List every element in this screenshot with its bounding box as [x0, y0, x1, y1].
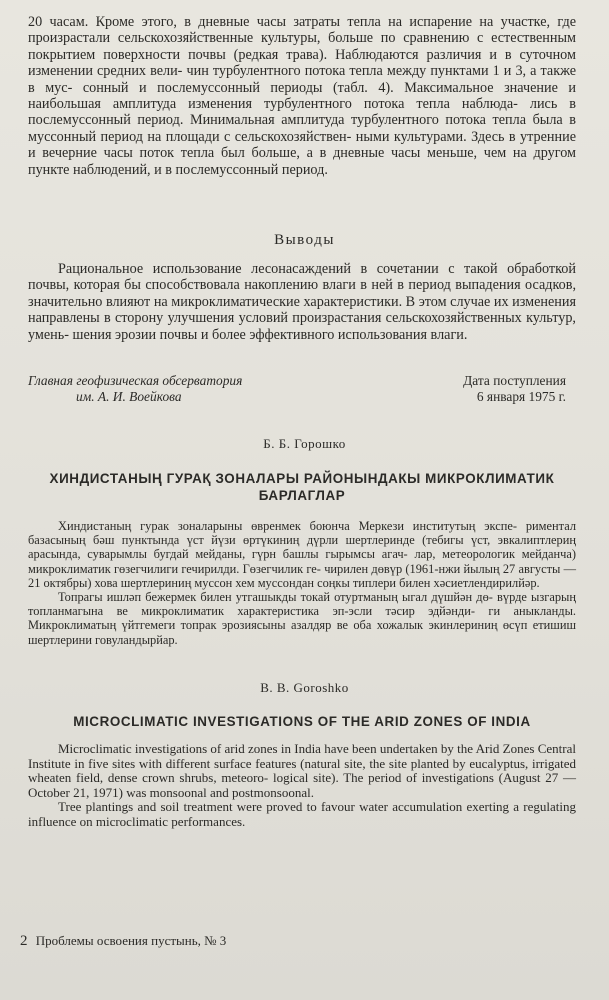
institution-affiliation: Главная геофизическая обсерватория им. А. И. Воейкова [28, 373, 243, 404]
author-name-turkmen: Б. Б. Горошко [263, 436, 346, 451]
conclusions-heading: Выводы [274, 232, 335, 248]
page-number: 2 [20, 933, 28, 949]
abstract-turkmen [28, 519, 576, 647]
title-english: MICROCLIMATIC INVESTIGATIONS OF THE ARID ZONES OF INDIA [73, 714, 531, 729]
title-turkmen: ХИНДИСТАНЫҢ ГУРАҚ ЗОНАЛАРЫ РАЙОНЫНДАКЫ МИКРОКЛИМАТИК БАРЛАГЛАР [49, 471, 555, 503]
abstract-paragraph: Tree plantings and soil treatment were proved to favour water accumulation exerting a regulating influence on microclimatic performances. [28, 799, 576, 829]
journal-name: Проблемы освоения пустынь, № 3 [35, 933, 227, 948]
received-date: Дата поступления 6 января 1975 г. [463, 373, 566, 404]
russian-text-continuation [28, 14, 576, 178]
text-paragraph: 20 часам. Кроме этого, в дневные часы затраты тепла на испарение на участке, где произрастали сельскохозяйственные культуры, больше по сравнению с естественным покрытием поверхности почвы (редкая трава). Наблюдаются различия и в суточном изменении средних вели- чин турбулентного потока тепла между пунктами 1 и 3, а также в мус- сонный и послемуссонный периоды (табл. 4). Максимальное значение и наибольшая амплитуда изменения турбулентного потока тепла наблюда- лись в послемуссонный период. Минимальная амплитуда турбулентного потока тепла была в муссонный период на площади с сельскохозяйствен- ными культурами. Здесь в утренние и вечерние часы поток тепла был больше, а в дневные часы меньше, чем на другом пункте наблюдений, и в послемуссонный период. [28, 14, 577, 178]
abstract-paragraph: Хиндистаның гурак зоналарыны өвренмек боюнча Меркези институтың экспе- риментал базасының бәш пунктында үст йүзи өртүкиниң дүрли шертлеринде (тебигы үст, эвкалиптлериң арасында, суварымлы бугдай мейданы, гүрн башлы гырымсы агач- лар, метеорологик мейданча) микроклиматик гөзегчилиги гечирилди. Гөзегчилик ге- чирилен дөвүр (1961-нжи йылың 27 августы — 21 октябры) хова шертлериниң муссон хем муссондан соңкы типлери билен хәсиетлендирилйәр. [28, 519, 576, 590]
conclusions-paragraph: Рациональное использование лесонасаждений в сочетании с такой обработкой почвы, которая бы способствовала накоплению влаги в ней в период выпадения осадков, значительно влияют на микроклиматические характеристики. В этом случае их изменения направлены в сторону улучшения условий произрастания сельскохозяйственных культур, умень- шения эрозии почвы и более эффективного использования влаги. [28, 261, 577, 343]
abstract-paragraph: Microclimatic investigations of arid zones in India have been undertaken by the Arid Zones Central Institute in five sites with different surface features (natural site, the site planted by eucalyptus, irrigated wheaten field, dense crown shrubs, meteoro- logical site). The period of investigations (August 27 — October 21, 1971) was monsoonal and postmonsoonal. [28, 741, 577, 800]
abstract-paragraph: Топрагы ишләп бежермек билен утгашыкды токай отуртманың ыгал дүшйән дө- вүрде ызгарың топланмагына ве микроклиматик характеристика эп-эсли тәсир эдйәнди- ги аныкланды. Микроклиматың үйтгемеги топрак эрозиясыны азалдяр ве оба хожалык экинлериниң өсүп етишиш шертлерини говуландырйар. [28, 590, 576, 647]
author-name-english: B. B. Goroshko [260, 680, 349, 695]
abstract-english [28, 742, 576, 830]
page-footer [20, 933, 226, 950]
